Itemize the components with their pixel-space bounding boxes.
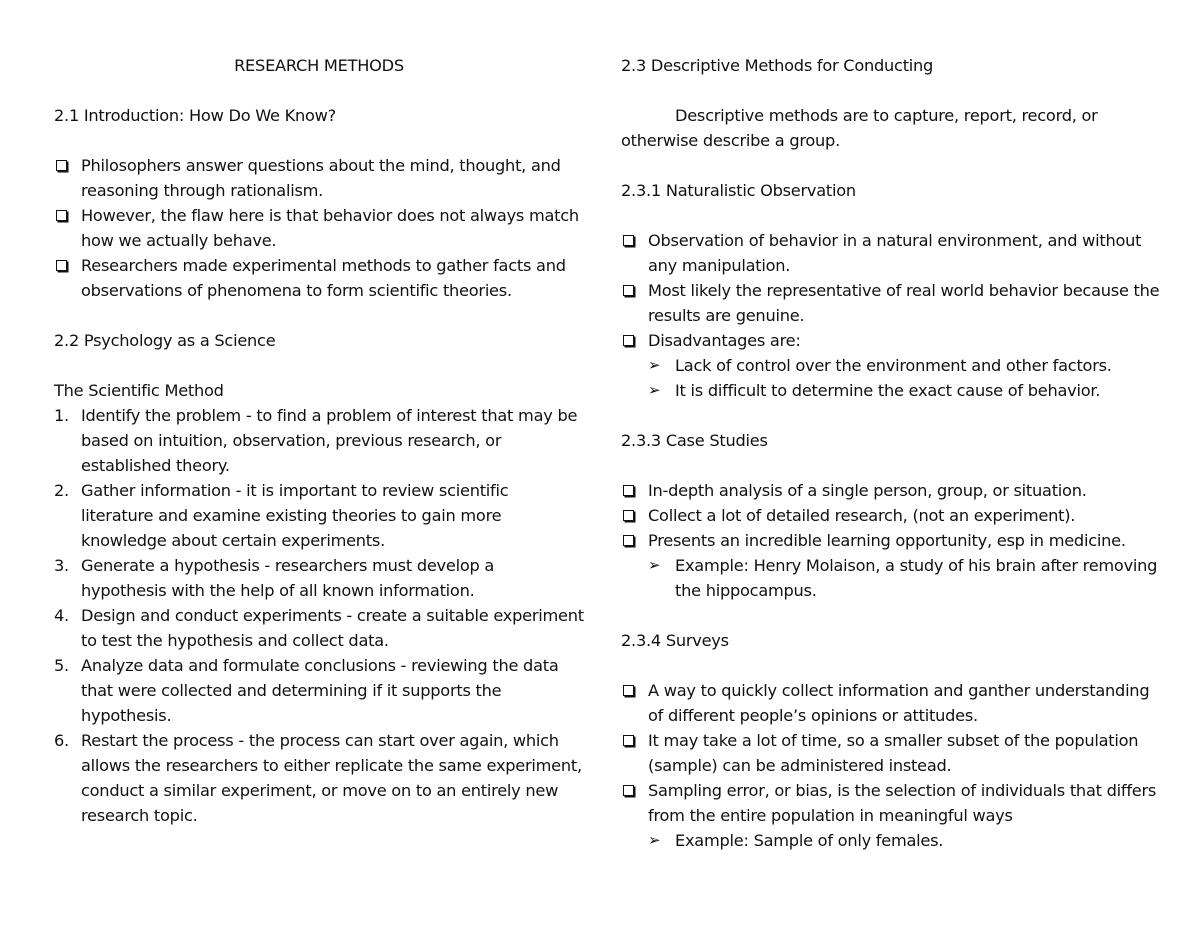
list-item-text: Most likely the representative of real world behavior because the results are genuine.: [648, 281, 1160, 325]
list-item: [54, 253, 584, 303]
list-item-text: Philosophers answer questions about the mind, thought, and reasoning through rationalism.: [81, 156, 561, 200]
arrow-bullet-icon: ➢: [648, 831, 661, 849]
sub-list-item-text: Lack of control over the environment and other factors.: [675, 356, 1112, 375]
list-item-text: It may take a lot of time, so a smaller subset of the population (sample) can be administered instead.: [648, 731, 1139, 775]
step-text: Design and conduct experiments - create a suitable experiment to test the hypothesis and collect data.: [81, 606, 584, 650]
checkbox-bullet-icon: [623, 235, 634, 246]
step-number: 6.: [54, 731, 69, 750]
list-item: [54, 153, 584, 203]
sub-list-item-text: Example: Sample of only females.: [675, 831, 944, 850]
step-number: 3.: [54, 556, 69, 575]
list-item: [621, 728, 1161, 778]
numbered-step: [54, 653, 584, 728]
checkbox-bullet-icon: [623, 785, 634, 796]
naturalistic-heading: 2.3.1 Naturalistic Observation: [621, 181, 856, 200]
arrow-bullet-icon: ➢: [648, 556, 661, 574]
numbered-step: [54, 728, 584, 828]
arrow-bullet-icon: ➢: [648, 381, 661, 399]
list-item: [621, 278, 1161, 328]
list-item-text: Sampling error, or bias, is the selection of individuals that differs from the entire population in meaningful ways: [648, 781, 1157, 825]
list-item: [621, 503, 1161, 528]
sub-list-item: [621, 378, 1161, 403]
checkbox-bullet-icon: [623, 335, 634, 346]
checkbox-bullet-icon: [623, 285, 634, 296]
method-heading: The Scientific Method: [54, 381, 224, 400]
list-item: [621, 528, 1161, 553]
step-number: 1.: [54, 406, 69, 425]
arrow-bullet-icon: ➢: [648, 356, 661, 374]
sub-list-item-text: It is difficult to determine the exact cause of behavior.: [675, 381, 1101, 400]
intro-heading: 2.1 Introduction: How Do We Know?: [54, 106, 337, 125]
list-item-text: In-depth analysis of a single person, group, or situation.: [648, 481, 1087, 500]
checkbox-bullet-icon: [623, 485, 634, 496]
descriptive-paragraph: Descriptive methods are to capture, report, record, or otherwise describe a group.: [621, 106, 1098, 150]
science-heading: 2.2 Psychology as a Science: [54, 331, 276, 350]
step-text: Gather information - it is important to review scientific literature and examine existing theories to gain more knowledge about certain experiments.: [81, 481, 509, 550]
case-heading: 2.3.3 Case Studies: [621, 431, 768, 450]
document-title: RESEARCH METHODS: [234, 56, 404, 75]
list-item-text: However, the flaw here is that behavior does not always match how we actually behave.: [81, 206, 579, 250]
checkbox-bullet-icon: [56, 160, 67, 171]
checkbox-bullet-icon: [56, 210, 67, 221]
step-text: Restart the process - the process can start over again, which allows the researchers to either replicate the same experiment, conduct a similar experiment, or move on to an entirely new research topic.: [81, 731, 582, 825]
list-item-text: A way to quickly collect information and ganther understanding of different people’s opinions or attitudes.: [648, 681, 1150, 725]
step-text: Identify the problem - to find a problem of interest that may be based on intuition, observation, previous research, or established theory.: [81, 406, 578, 475]
left-column: [54, 53, 584, 828]
sub-list-item: [621, 553, 1161, 603]
step-text: Analyze data and formulate conclusions - reviewing the data that were collected and determining if it supports the hypothesis.: [81, 656, 559, 725]
checkbox-bullet-icon: [623, 735, 634, 746]
checkbox-bullet-icon: [623, 535, 634, 546]
step-number: 2.: [54, 481, 69, 500]
checkbox-bullet-icon: [623, 685, 634, 696]
descriptive-heading: 2.3 Descriptive Methods for Conducting: [621, 56, 934, 75]
step-number: 5.: [54, 656, 69, 675]
right-column: [621, 53, 1161, 853]
sub-list-item: [621, 828, 1161, 853]
list-item: [621, 678, 1161, 728]
step-text: Generate a hypothesis - researchers must develop a hypothesis with the help of all known information.: [81, 556, 495, 600]
list-item: [621, 228, 1161, 278]
checkbox-bullet-icon: [56, 260, 67, 271]
list-item-text: Collect a lot of detailed research, (not an experiment).: [648, 506, 1076, 525]
numbered-step: [54, 478, 584, 553]
checkbox-bullet-icon: [623, 510, 634, 521]
list-item-text: Presents an incredible learning opportunity, esp in medicine.: [648, 531, 1126, 550]
list-item-text: Observation of behavior in a natural environment, and without any manipulation.: [648, 231, 1142, 275]
surveys-heading: 2.3.4 Surveys: [621, 631, 729, 650]
step-number: 4.: [54, 606, 69, 625]
list-item-text: Researchers made experimental methods to gather facts and observations of phenomena to form scientific theories.: [81, 256, 566, 300]
numbered-step: [54, 403, 584, 478]
sub-list-item: [621, 353, 1161, 378]
numbered-step: [54, 553, 584, 603]
list-item: [621, 328, 1161, 353]
numbered-step: [54, 603, 584, 653]
sub-list-item-text: Example: Henry Molaison, a study of his brain after removing the hippocampus.: [675, 556, 1158, 600]
list-item-text: Disadvantages are:: [648, 331, 801, 350]
list-item: [621, 778, 1161, 828]
list-item: [621, 478, 1161, 503]
list-item: [54, 203, 584, 253]
